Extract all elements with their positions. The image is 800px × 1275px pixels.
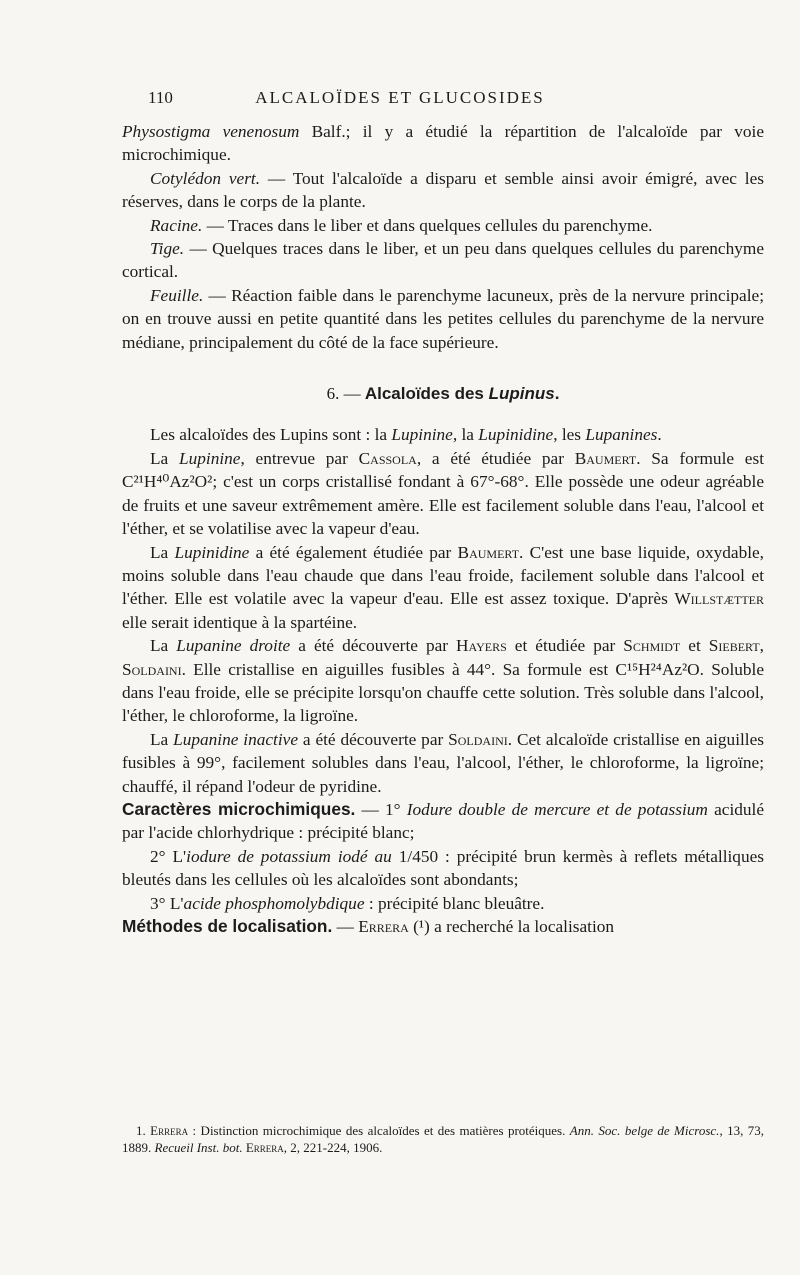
text: , entrevue par: [240, 448, 359, 468]
paragraph-text: — Traces dans le liber et dans quelques cellules du parenchyme.: [202, 215, 653, 235]
author-name: Cassola: [358, 448, 417, 468]
text: et: [680, 636, 709, 656]
page-number: 110: [148, 88, 173, 107]
section-heading: [122, 382, 764, 405]
author-name: Baumert: [574, 448, 637, 468]
alkaloid-name: Lupinidine: [174, 542, 250, 562]
section-title-genus: Lupinus: [488, 384, 555, 404]
running-title: ALCALOÏDES ET GLUCOSIDES: [255, 88, 545, 107]
author-name: Errera: [358, 917, 409, 936]
text: La: [150, 636, 177, 656]
text: . C'est une base liquide, oxydable, moins soluble dans l'eau chaude que dans l'eau froide, facilement soluble dans l'alcool et l'éther. Elle est volatile avec la vapeur d'eau. Elle est assez toxique. D'après: [122, 542, 764, 609]
organ-label: Cotylédon vert.: [150, 168, 261, 188]
text: 3° L': [150, 893, 184, 913]
text: : précipité blanc bleuâtre.: [364, 893, 545, 913]
paragraph-text: — Quelques traces dans le liber, et un peu dans quelques cellules du parenchyme cortical.: [122, 239, 764, 282]
text: 1/450 : précipité brun kermès à reflets métalliques bleutés dans les cellules où les alcaloïdes sont abondants;: [122, 846, 764, 890]
section-number: 6. —: [326, 384, 365, 404]
run-in-heading: Caractères microchimiques.: [122, 798, 356, 819]
paragraph: [122, 798, 764, 845]
alkaloid-name: Lupinine: [179, 448, 241, 468]
author-name: Hayers: [456, 636, 507, 656]
paragraph: [122, 284, 764, 354]
text: a été également étudiée par: [249, 542, 458, 562]
author-name: Baumert: [457, 542, 520, 562]
author-name: Errera: [150, 1123, 189, 1138]
text: . Cet alcaloïde cristallise en aiguilles fusibles à 99°, facilement solubles dans l'eau, l'alcool, l'éther, le chloroforme, la ligroïne; chauffé, il répand l'odeur de pyridine.: [122, 729, 765, 796]
author-name: Soldaini: [448, 729, 508, 749]
section-title: Alcaloïdes des: [364, 384, 489, 404]
page-body: [122, 120, 764, 938]
text: —: [332, 917, 359, 936]
paragraph-text: — Tout l'alcaloïde a disparu et semble ainsi avoir émigré, avec les réserves, dans le corps de la plante.: [122, 168, 764, 212]
text: . Elle cristallise en aiguilles fusibles à 44°. Sa formule est C¹⁵H²⁴Az²O. Soluble dans l'eau froide, elle se précipite lorsqu'on chauffe cette solution. Très soluble dans l'alcool, l'éther, le chloroforme, la ligroïne.: [122, 659, 764, 726]
author-name: Siebert: [708, 636, 760, 656]
text: La: [150, 729, 174, 749]
alkaloid-name: Lupanine inactive: [173, 729, 298, 749]
paragraph: [122, 728, 764, 798]
text: acidulé par l'acide chlorhydrique : précipité blanc;: [122, 799, 764, 843]
text: 2° L': [150, 846, 187, 866]
text: . Sa formule est C²¹H⁴⁰Az²O²; c'est un corps cristallisé fondant à 67°-68°. Elle possède une odeur agréable de fruits et une saveur extrêmement amère. Elle est facilement soluble dans l'eau, l'alcool et l'éther, et se volatilise avec la vapeur d'eau.: [122, 448, 765, 539]
alkaloid-name: Lupanine droite: [176, 636, 291, 656]
text: , les: [553, 425, 586, 445]
text: .: [657, 425, 662, 445]
paragraph: [122, 237, 764, 284]
paragraph-text: — Réaction faible dans le parenchyme lacuneux, près de la nervure principale; on en trouve aussi en petite quantité dans les petites cellules du parenchyme de la nervure médiane, principalement du côté de la face supérieure.: [122, 285, 764, 352]
footnote-number: 1.: [136, 1123, 151, 1138]
paragraph: [122, 447, 764, 541]
text: Les alcaloïdes des Lupins sont : la: [150, 425, 392, 445]
organ-label: Feuille.: [150, 285, 204, 305]
text: La: [150, 448, 179, 468]
paragraph: [122, 892, 764, 915]
paragraph: [122, 634, 764, 728]
alkaloid-name: Lupanines: [585, 425, 658, 445]
reagent-name: acide phosphomolybdique: [183, 893, 365, 913]
paragraph: [122, 541, 764, 635]
footnote: [122, 1122, 764, 1156]
paragraph: [122, 423, 764, 446]
text: (¹) a recherché la localisation: [408, 917, 615, 936]
text: , la: [452, 425, 479, 445]
journal-name: Recueil Inst. bot.: [154, 1140, 243, 1155]
paragraph: [122, 167, 764, 214]
section-title-end: .: [554, 384, 560, 404]
paragraph: [122, 845, 764, 892]
text: , a été étudiée par: [416, 448, 575, 468]
author-name: Errera: [245, 1140, 284, 1155]
species-name: Physostigma venenosum: [122, 122, 300, 141]
footnotes: [122, 1122, 764, 1156]
text: elle serait identique à la spartéine.: [122, 612, 358, 632]
text: ,: [759, 636, 764, 656]
organ-label: Tige.: [150, 239, 185, 259]
reagent-name: Iodure double de mercure et de potassium: [406, 799, 708, 819]
paragraph: [122, 214, 764, 237]
author-name: Soldaini: [122, 659, 182, 679]
paragraph-text: Balf.; il y a étudié la répartition de l'alcaloïde par voie microchimique.: [122, 122, 764, 165]
text: , 2, 221-224, 1906.: [283, 1140, 383, 1155]
reagent-name: iodure de potassium iodé au: [186, 846, 392, 866]
organ-label: Racine.: [150, 215, 203, 235]
text: — 1°: [355, 799, 407, 819]
author-name: Schmidt: [623, 636, 681, 656]
text: La: [150, 542, 175, 562]
alkaloid-name: Lupinidine: [478, 425, 554, 445]
run-in-heading: Méthodes de localisation.: [122, 916, 333, 936]
paragraph: [122, 120, 764, 167]
text: et étudiée par: [506, 636, 624, 656]
text: a été découverte par: [290, 636, 457, 656]
paragraph: [122, 915, 764, 938]
page-header: [0, 88, 800, 112]
alkaloid-name: Lupinine: [391, 425, 453, 445]
text: , 13, 73, 1889.: [122, 1123, 765, 1155]
text: a été découverte par: [298, 729, 449, 749]
journal-name: Ann. Soc. belge de Microsc.: [569, 1123, 720, 1138]
text: : Distinction microchimique des alcaloïdes et des matières protéiques.: [188, 1123, 570, 1138]
author-name: Willstætter: [674, 589, 764, 609]
